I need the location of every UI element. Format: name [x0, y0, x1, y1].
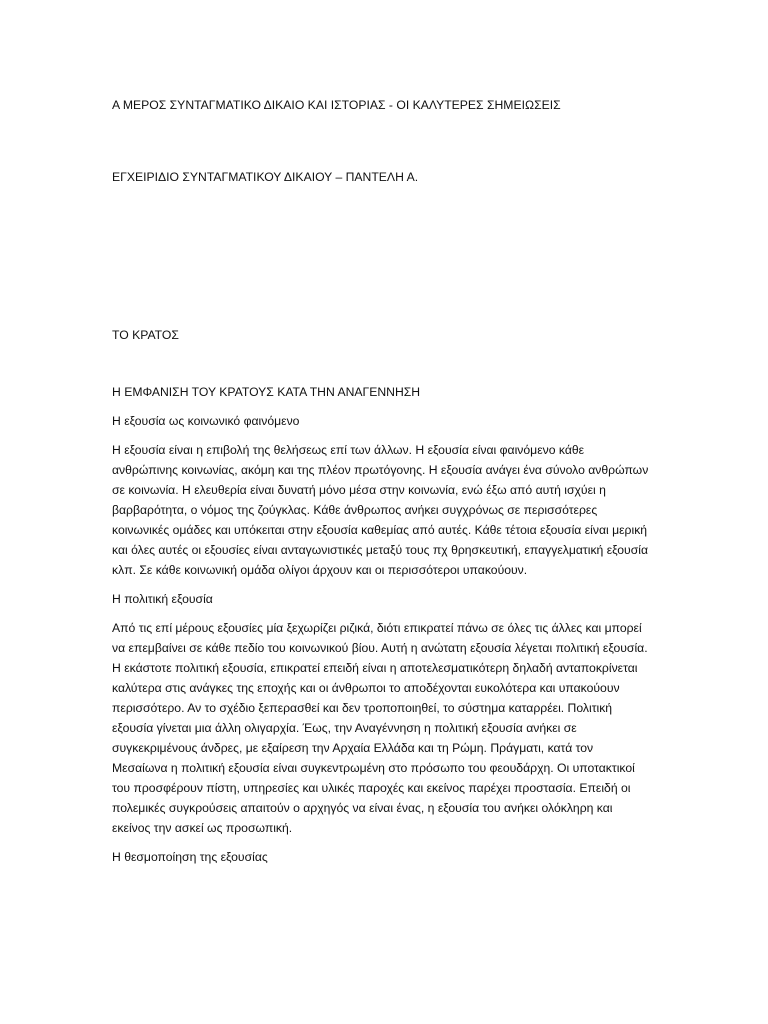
paragraph-political-power: Από τις επί μέρους εξουσίες μία ξεχωρίζει ριζικά, διότι επικρατεί πάνω σε όλες τις άλλες και μπορεί να επεμβαίνει σε κάθε πεδίο του κοινωνικού βίου. Αυτή η ανώτατη εξουσία λέγεται πολιτική εξουσία. Η εκάστοτε πολιτική εξουσία, επικρατεί επειδή είναι η αποτελεσματικότερη δηλαδή ανταποκρίνεται καλύτερα στις ανάγκες της εποχής και οι άνθρωποι το αποδέχονται ευκολότερα και υπακούουν περισσότερο. Αν το σχέδιο ξεπερασθεί και δεν τροποποιηθεί, το σύστημα καταρρέει. Πολιτική εξουσία γίνεται μια άλλη ολιγαρχία. Έως, την Αναγέννηση η πολιτική εξουσία ανήκει σε συγκεκριμένους άνδρες, με εξαίρεση την Αρχαία Ελλάδα και τη Ρώμη. Πράγματι, κατά τον Μεσαίωνα η πολιτική εξουσία είναι συγκεντρωμένη στο πρόσωπο του φεουδάρχη. Οι υποτακτικοί του προσφέρουν πίστη, υπηρεσίες και υλικές παροχές και εκείνος παρέχει προστασία. Επειδή οι πολεμικές συγκρούσεις απαιτούν ο αρχηγός να είναι ένας, η εξουσία του ανήκει ολόκληρη και εκείνος την ασκεί ως προσωπική. — [112, 621, 648, 835]
heading-institutional-power: Η θεσμοποίηση της εξουσίας — [112, 850, 268, 864]
heading-political-power: Η πολιτική εξουσία — [112, 592, 213, 606]
section-heading-state: ΤΟ ΚΡΑΤΟΣ — [112, 328, 179, 342]
heading-power-social: Η εξουσία ως κοινωνικό φαινόμενο — [112, 414, 300, 428]
paragraph-power-social: Η εξουσία είναι η επιβολή της θελήσεως επί των άλλων. Η εξουσία είναι φαινόμενο κάθε ανθρώπινης κοινωνίας, ακόμη και της πλέον πρωτόγονης. Η εξουσία ανάγει ένα σύνολο ανθρώπων σε κοινωνία. Η ελευθερία είναι δυνατή μόνο μέσα στην κοινωνία, ενώ έξω από αυτή ισχύει η βαρβαρότητα, ο νόμος της ζούγκλας. Κάθε άνθρωπος ανήκει συγχρόνως σε περισσότερες κοινωνικές ομάδες και υπόκειται στην εξουσία καθεμίας από αυτές. Κάθε τέτοια εξουσία είναι μερική και όλες αυτές οι εξουσίες είναι ανταγωνιστικές μεταξύ τους πχ θρησκευτική, επαγγελματική εξουσία κλπ. Σε κάθε κοινωνική ομάδα ολίγοι άρχουν και οι περισσότεροι υπακούουν. — [112, 443, 649, 577]
document-body — [112, 95, 652, 867]
document-title: Α ΜΕΡΟΣ ΣΥΝΤΑΓΜΑΤΙΚΟ ΔΙΚΑΙΟ ΚΑΙ ΙΣΤΟΡΙΑΣ - ΟΙ ΚΑΛΥΤΕΡΕΣ ΣΗΜΕΙΩΣΕΙΣ — [112, 98, 561, 112]
subsection-heading-renaissance: Η ΕΜΦΑΝΙΣΗ ΤΟΥ ΚΡΑΤΟΥΣ ΚΑΤΑ ΤΗΝ ΑΝΑΓΕΝΝΗΣΗ — [112, 385, 421, 399]
document-subtitle: ΕΓΧΕΙΡΙΔΙΟ ΣΥΝΤΑΓΜΑΤΙΚΟΥ ΔΙΚΑΙΟΥ – ΠΑΝΤΕΛΗ Α. — [112, 170, 419, 184]
